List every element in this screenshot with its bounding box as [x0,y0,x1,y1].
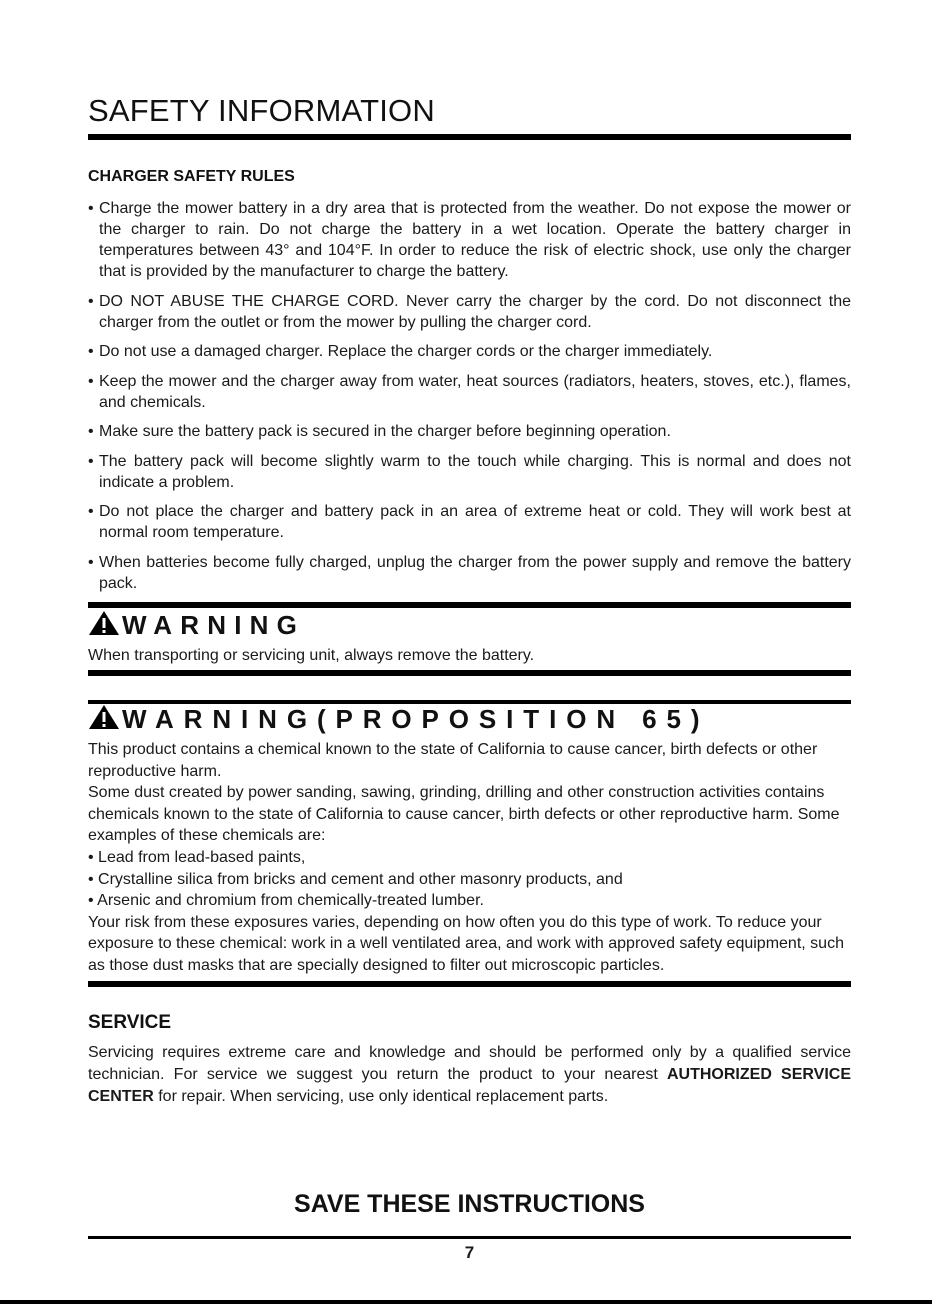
list-item: • When batteries become fully charged, unplug the charger from the power supply and remove the battery pack. [88,553,851,592]
warning-top-rule [88,602,851,608]
footer-rule [88,1236,851,1239]
prop65-bottom-rule [88,981,851,987]
prop65-line: This product contains a chemical known to the state of California to cause cancer, birth defects or other reproductive harm. [88,741,818,780]
charger-rules-heading: CHARGER SAFETY RULES [88,168,295,185]
prop65-line: • Crystalline silica from bricks and cement and other masonry products, and [88,870,623,888]
warning-bottom-rule [88,670,851,676]
list-item: • The battery pack will become slightly warm to the touch while charging. This is normal and does not indicate a problem. [88,452,851,491]
bullet-glyph: • [88,503,94,520]
page-number: 7 [464,1243,475,1262]
list-item: • DO NOT ABUSE THE CHARGE CORD. Never carry the charger by the cord. Do not disconnect the charger from the outlet or from the mower by pulling the charger cord. [88,292,851,331]
prop65-body [88,739,851,977]
list-item: • Make sure the battery pack is secured in the charger before beginning operation. [88,423,671,440]
bullet-glyph: • [88,452,94,470]
bullet-glyph: • [88,423,94,440]
prop65-line: Your risk from these exposures varies, depending on how often you do this type of work. To reduce your exposure to these chemical: work in a well ventilated area, and work with approved safety equipment, such as those dust masks that are specially designed to filter out microscopic particles. [88,913,844,974]
bullet-glyph: • [88,553,94,571]
list-item: • Keep the mower and the charger away from water, heat sources (radiators, heaters, stoves, etc.), flames, and chemicals. [88,372,851,411]
list-item: • Do not place the charger and battery pack in an area of extreme heat or cold. They will work best at normal room temperature. [88,503,851,541]
charger-rules-list [88,198,851,602]
warning-heading: WARNING [88,610,305,641]
prop65-line: • Lead from lead-based paints, [88,848,306,866]
bullet-glyph: • [88,343,94,360]
warning-triangle-icon [88,610,120,636]
list-item: • Do not use a damaged charger. Replace the charger cords or the charger immediately. [88,343,713,360]
warning-triangle-icon [88,704,120,730]
title-rule [88,134,851,140]
warning-text: When transporting or servicing unit, always remove the battery. [88,647,535,664]
list-item: • Charge the mower battery in a dry area that is protected from the weather. Do not expose the mower or the charger to rain. Do not charge the battery in a wet location. Operate the battery charger in temperatures between 43° and 104°F. In order to reduce the risk of electric shock, use only the charger that is provided by the manufacturer to charge the battery. [88,200,851,280]
bullet-glyph: • [88,200,94,217]
prop65-line: Some dust created by power sanding, sawing, grinding, drilling and other construction activities contains chemicals known to the state of California to cause cancer, birth defects or other reproductive harm. Some examples of these chemicals are: [88,784,840,845]
page-title: SAFETY INFORMATION [88,93,435,128]
bullet-glyph: • [88,372,94,390]
save-instructions: SAVE THESE INSTRUCTIONS [294,1190,645,1218]
page-bottom-border [0,1300,932,1304]
service-heading: SERVICE [88,1012,172,1033]
prop65-line: • Arsenic and chromium from chemically-treated lumber. [88,892,484,910]
service-text: Servicing requires extreme care and knowledge and should be performed only by a qualified service technician. For service we suggest you return the product to your nearest AUTHORIZED SERVICE CENTER for repair. When servicing, use only identical replacement parts. [88,1044,852,1105]
prop65-heading: WARNING(PROPOSITION 65) [88,704,709,735]
authorized-service-center: AUTHORIZED SERVICE CENTER [88,1066,852,1105]
bullet-glyph: • [88,292,94,310]
